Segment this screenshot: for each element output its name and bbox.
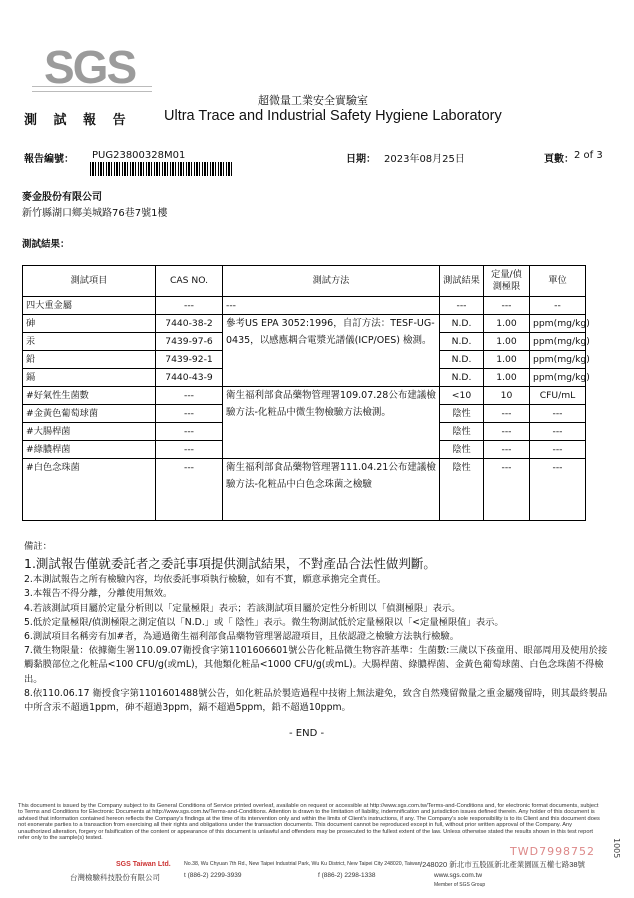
test-method-microbial: 衛生福利部食品藥物管理署109.07.28公布建議檢驗方法-化粧品中微生物檢驗方法檢測。 (223, 387, 440, 459)
test-item: #白色念珠菌 (23, 459, 156, 521)
limit: --- (484, 459, 530, 521)
cas-no: --- (156, 405, 223, 423)
note-item: 7.微生物限量：依據衛生署110.09.07衛授食字第1101606601號公告化粧品微生物容許基準：生菌數:三歲以下孩童用、眼部周用及使用於接觸黏膜部位之化粧品<100 CFU/g(或mL)，其他類化粧品<1000 CFU/g(或mL)。大腸桿菌、綠膿桿菌、金黃色葡萄球菌、白色念珠菌不得檢出。 (24, 645, 608, 685)
unit: --- (530, 405, 586, 423)
unit: --- (530, 423, 586, 441)
results-table (22, 265, 590, 521)
table-header-row (23, 266, 586, 297)
test-item: #金黃色葡萄球菌 (23, 405, 156, 423)
limit: 1.00 (484, 333, 530, 351)
unit: CFU/mL (530, 387, 586, 405)
legal-disclaimer: This document is issued by the Company subject to its General Conditions of Service printed overleaf, available on request or accessible at http://www.sgs.com.tw/Terms-and-Conditions and, for electronic format documents, subject to Terms and Conditions for Electronic Documents at http://www.sgs.com.tw/Terms-and-Conditions. Attention is drawn to the limitation of liability, indemnification and jurisdiction issues defined therein. Any holder of this document is advised that information contained hereon reflects the Company's findings at the time of its intervention only and within the limits of Client's instructions, if any. The Company's sole responsibility is to its Client and this document does not exonerate parties to a transaction from exercising all their rights and obligations under the transaction documents. This document cannot be reproduced except in full, without prior written approval of the Company. Any unauthorized alteration, forgery or falsification of the content or appearance of this document is unlawful and offenders may be prosecuted to the fullest extent of the law. Unless otherwise stated the results shown in this test report refer only to the sample(s) tested. (18, 803, 600, 842)
note-item: 8.依110.06.17 衛授食字第1101601488號公告，如化粧品於製造過程中技術上無法避免，致含自然殘留微量之重金屬殘留時，則其最終製品中所含汞不超過1ppm，砷不超過3ppm，鎘不超過5ppm，鉛不超過10ppm。 (24, 687, 608, 714)
lab-name-en: Ultra Trace and Industrial Safety Hygiene Laboratory (164, 108, 502, 124)
footer-company-zh: 台灣檢驗科技股份有限公司 (70, 873, 160, 882)
report-date: 2023年08月25日 (384, 154, 465, 165)
test-item: 鉛 (23, 351, 156, 369)
result: <10 (440, 387, 484, 405)
result: N.D. (440, 369, 484, 387)
limit: 1.00 (484, 369, 530, 387)
limit: --- (484, 423, 530, 441)
limit: 10 (484, 387, 530, 405)
table-row (23, 459, 586, 521)
unit: ppm(mg/kg) (530, 333, 586, 351)
unit: ppm(mg/kg) (530, 351, 586, 369)
test-item: 汞 (23, 333, 156, 351)
header-cas-no: CAS NO. (156, 266, 223, 297)
footer-web: www.sgs.com.tw (434, 872, 483, 879)
table-row (23, 315, 586, 333)
logo-divider (32, 86, 152, 92)
note-item: 2.本測試報告之所有檢驗內容，均依委託事項執行檢驗，如有不實，願意承擔完全責任。 (24, 574, 387, 586)
footer-tel: t (886-2) 2299-3939 (184, 872, 242, 879)
limit: --- (484, 297, 530, 315)
cas-no: --- (156, 441, 223, 459)
note-item: 5.低於定量極限/偵測極限之測定值以「N.D.」或「 陰性」表示。微生物測試低於定量極限以「<定量極限值」表示。 (24, 616, 504, 628)
result: N.D. (440, 351, 484, 369)
test-item: #綠膿桿菌 (23, 441, 156, 459)
end-marker: - END - (289, 728, 325, 739)
report-no: PUG23800328M01 (92, 150, 186, 161)
notes-section (24, 540, 614, 715)
client-name: 麥金股份有限公司 (22, 192, 102, 203)
test-item: 砷 (23, 315, 156, 333)
cas-no: 7440-38-2 (156, 315, 223, 333)
test-method-heavy-metals: 參考US EPA 3052:1996，自訂方法：TESF-UG-0435，以感應耦合電漿光譜儀(ICP/OES) 檢測。 (223, 315, 440, 387)
cas-no: --- (156, 459, 223, 521)
result: --- (440, 297, 484, 315)
unit: ppm(mg/kg) (530, 369, 586, 387)
footer-fax: f (886-2) 2298-1338 (318, 872, 376, 879)
result: N.D. (440, 333, 484, 351)
lab-name-zh: 超微量工業安全實驗室 (258, 94, 368, 107)
header-test-item: 測試項目 (23, 266, 156, 297)
result: N.D. (440, 315, 484, 333)
limit: 1.00 (484, 315, 530, 333)
unit: --- (530, 459, 586, 521)
footer-address-zh: /248020 新北市五股區新北產業園區五權七路38號 (420, 860, 586, 869)
header-test-method: 測試方法 (223, 266, 440, 297)
result: 陰性 (440, 441, 484, 459)
report-no-label: 報告編號： (24, 154, 74, 165)
barcode (90, 162, 232, 176)
cas-no: 7439-97-6 (156, 333, 223, 351)
limit: --- (484, 405, 530, 423)
document-serial: TWD7998752 (510, 845, 596, 858)
header-unit: 單位 (530, 266, 586, 297)
cas-no: 7440-43-9 (156, 369, 223, 387)
report-title: 測 試 報 告 (24, 113, 132, 128)
date-label: 日期： (346, 154, 376, 165)
notes-label: 備註： (24, 541, 52, 552)
test-item: 四大重金屬 (23, 297, 156, 315)
limit: --- (484, 441, 530, 459)
result: 陰性 (440, 423, 484, 441)
unit: --- (530, 441, 586, 459)
result: 陰性 (440, 459, 484, 521)
cas-no: --- (156, 297, 223, 315)
note-item: 1.測試報告僅就委託者之委託事項提供測試結果，不對產品合法性做判斷。 (24, 556, 436, 572)
unit: -- (530, 297, 586, 315)
footer-member: Member of SGS Group (434, 882, 486, 888)
footer-company-en: SGS Taiwan Ltd. (116, 861, 171, 868)
table-row (23, 297, 586, 315)
cas-no: --- (156, 423, 223, 441)
results-label: 測試結果： (22, 239, 70, 250)
cas-no: 7439-92-1 (156, 351, 223, 369)
header-result: 測試結果 (440, 266, 484, 297)
table-row (23, 387, 586, 405)
cas-no: --- (156, 387, 223, 405)
note-item: 6.測試項目名稱旁有加#者，為通過衛生福利部食品藥物管理署認證項目，且依認證之檢驗方法執行檢驗。 (24, 631, 460, 643)
note-item: 3.本報告不得分離，分離使用無效。 (24, 588, 173, 600)
sgs-logo: SGS (44, 41, 136, 93)
page-number: 2 of 3 (574, 150, 603, 161)
unit: ppm(mg/kg) (530, 315, 586, 333)
result: 陰性 (440, 405, 484, 423)
test-method: --- (223, 297, 440, 315)
test-item: #好氣性生菌數 (23, 387, 156, 405)
page-label: 頁數： (544, 154, 574, 165)
test-item: 鎘 (23, 369, 156, 387)
client-address: 新竹縣湖口鄉美城路76巷7號1樓 (22, 208, 168, 219)
note-item: 4.若該測試項目屬於定量分析則以「定量極限」表示；若該測試項目屬於定性分析則以「偵測極限」表示。 (24, 602, 461, 614)
side-code: 1005 (612, 838, 621, 859)
test-method-candida: 衛生福利部食品藥物管理署111.04.21公布建議檢驗方法-化粧品中白色念珠菌之檢驗 (223, 459, 440, 521)
test-item: #大腸桿菌 (23, 423, 156, 441)
limit: 1.00 (484, 351, 530, 369)
header-limit: 定量/偵測極限 (484, 266, 530, 297)
footer-address-en: No.38, Wu Chyuan 7th Rd., New Taipei Industrial Park, Wu Ku District, New Taipei City 248020, Taiwan (184, 861, 421, 867)
